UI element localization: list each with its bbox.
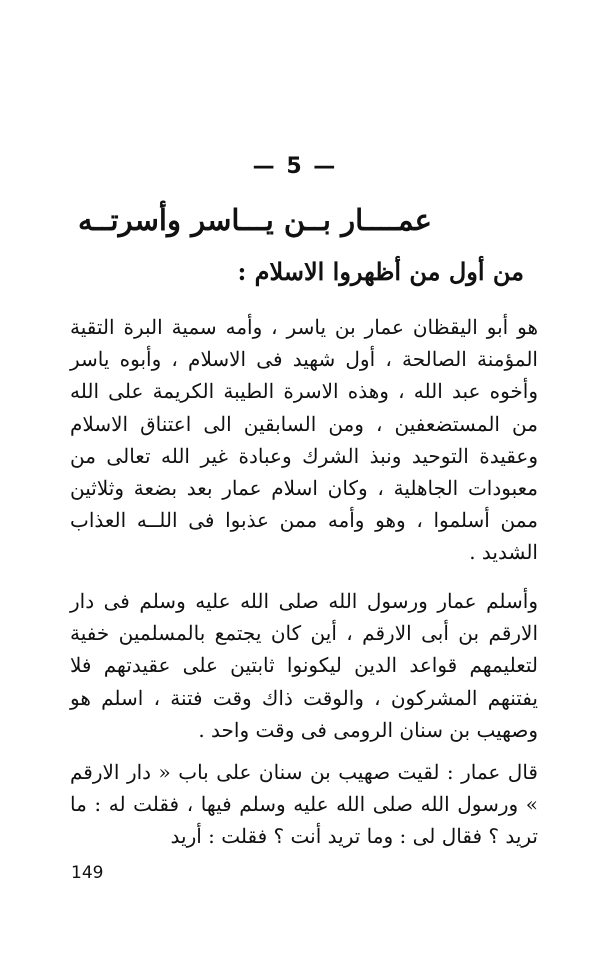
chapter-title: عمــــار بــن يـــاسر وأسرتــه [78,203,432,237]
page-number: 149 [71,863,104,883]
body-paragraph: وأسلم عمار ورسول الله صلى الله عليه وسلم فى دار الارقم بن أبى الارقم ، أين كان يجتمع بالمسلمين خفية لتعليمهم قواعد الدين ليكونوا ثابتين على عقيدتهم فلا يفتنهم المشركون ، والوقت ذاك وقت فتنة ، اسلم هو وصهيب بن سنان الرومى فى وقت واحد . [70,589,538,742]
chapter-number: — 5 — [252,154,338,179]
body-paragraph: هو أبو اليقظان عمار بن ياسر ، وأمه سمية البرة التقية المؤمنة الصالحة ، أول شهيد فى الاسلام ، وأبوه ياسر وأخوه عبد الله ، وهذه الاسرة الطيبة الكريمة على الله من المستضعفين ، ومن السابقين الى اعتناق الاسلام وعقيدة التوحيد ونبذ الشرك وعبادة غير الله تعالى من معبودات الجاهلية ، وكان اسلام عمار بعد بضعة وثلاثين ممن أسلموا ، وهو وأمه ممن عذبوا فى اللــه العذاب الشديد . [70,315,538,565]
body-paragraph: قال عمار : لقيت صهيب بن سنان على باب « دار الارقم » ورسول الله صلى الله عليه وسلم فيها ، فقلت له : ما تريد ؟ فقال لى : وما تريد أنت ؟ فقلت : أريد [70,760,538,849]
section-heading: من أول من أظهروا الاسلام : [237,257,524,286]
